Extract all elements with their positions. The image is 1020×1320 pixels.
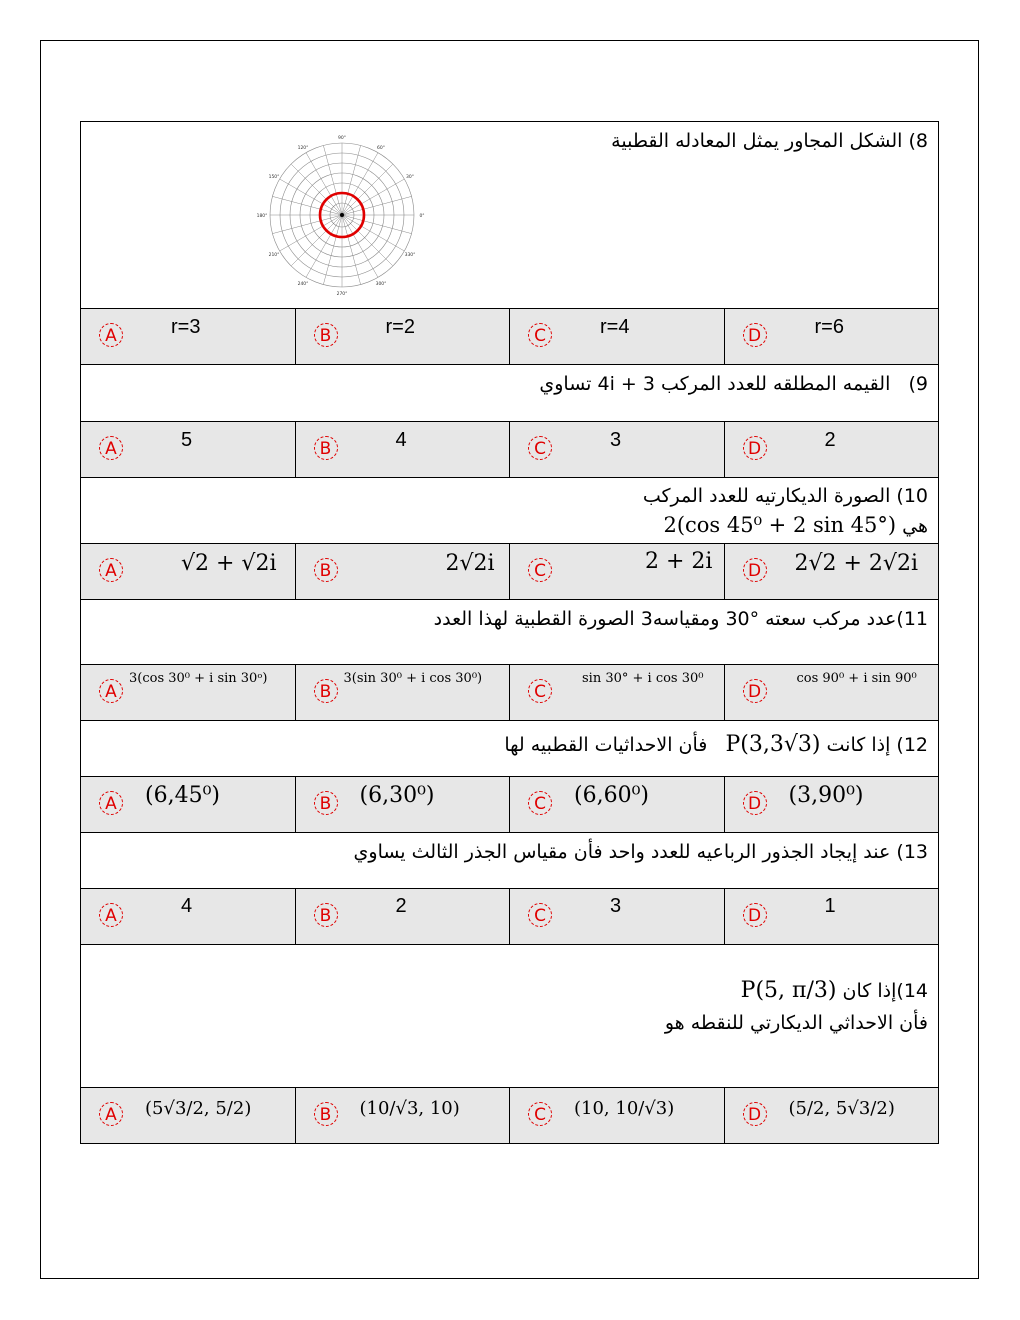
q13-option-c[interactable]: C 3 (510, 889, 725, 945)
q8-option-a[interactable]: A r=3 (81, 309, 296, 365)
q10-option-a[interactable]: A √2 + √2i (81, 544, 296, 600)
question-11-text: 11)عدد مركب سعته °30 ومقياسه3 الصورة القطبية لهذا العدد (433, 608, 928, 630)
q13-option-b[interactable]: B 2 (295, 889, 510, 945)
polar-graph (252, 125, 432, 305)
q14-option-a[interactable]: A (5√3/2, 5/2) (81, 1088, 296, 1144)
question-11 (81, 600, 939, 665)
question-12-point: P(3,3√3) (725, 732, 821, 757)
q14-option-c[interactable]: C (10, 10/√3) (510, 1088, 725, 1144)
svg-text:30°: 30° (406, 175, 414, 180)
svg-text:300°: 300° (375, 282, 387, 287)
q9-option-c[interactable]: C 3 (510, 422, 725, 478)
q14-option-d[interactable]: D (5/2, 5√3/2) (724, 1088, 939, 1144)
question-13 (81, 833, 939, 889)
question-12: 12) إذا كانت P(3,3√3) فأن الاحداثيات القطبيه لها (81, 721, 939, 777)
q13-option-a[interactable]: A 4 (81, 889, 296, 945)
svg-text:150°: 150° (268, 175, 280, 180)
svg-text:90°: 90° (338, 136, 346, 141)
q8-option-b[interactable]: B r=2 (295, 309, 510, 365)
question-8-text: 8) الشكل المجاور يمثل المعادله القطبية (611, 130, 928, 152)
q11-option-c[interactable]: C sin 30° + i cos 30⁰ (510, 665, 725, 721)
q11-option-b[interactable]: B 3(sin 30⁰ + i cos 30⁰) (295, 665, 510, 721)
q11-option-d[interactable]: D cos 90⁰ + i sin 90⁰ (724, 665, 939, 721)
q10-option-c[interactable]: C 2 + 2i (510, 544, 725, 600)
q9-option-a[interactable]: A 5 (81, 422, 296, 478)
question-9-text: القيمه المطلقه للعدد المركب 4i + 3 تساوي (539, 373, 891, 395)
svg-text:0°: 0° (419, 214, 425, 219)
question-14-line2: فأن الاحداثي الديكارتي للنقطه هو (664, 1012, 928, 1034)
q12-option-d[interactable]: D (3,90⁰) (724, 777, 939, 833)
q13-option-d[interactable]: D 1 (724, 889, 939, 945)
svg-text:330°: 330° (404, 253, 416, 258)
q12-option-a[interactable]: A (6,45⁰) (81, 777, 296, 833)
q9-option-d[interactable]: D 2 (724, 422, 939, 478)
question-10: 10) الصورة الديكارتيه للعدد المركب هي 2(cos 45⁰ + 2 sin 45°) (81, 478, 939, 544)
question-14-point: P(5, π/3) (740, 978, 837, 1003)
question-10-line1: 10) الصورة الديكارتيه للعدد المركب (642, 485, 928, 507)
question-8 (81, 122, 939, 309)
svg-text:240°: 240° (297, 282, 309, 287)
q8-option-c[interactable]: C r=4 (510, 309, 725, 365)
q11-option-a[interactable]: A 3(cos 30⁰ + i sin 30ᵒ) (81, 665, 296, 721)
q9-option-b[interactable]: B 4 (295, 422, 510, 478)
q10-option-d[interactable]: D 2√2 + 2√2i (724, 544, 939, 600)
svg-text:270°: 270° (336, 292, 348, 297)
exam-sheet (80, 121, 939, 1144)
q8-option-d[interactable]: D r=6 (724, 309, 939, 365)
question-14: 14)إذا كان P(5, π/3) فأن الاحداثي الديكارتي للنقطه هو (81, 945, 939, 1088)
q12-option-b[interactable]: B (6,30⁰) (295, 777, 510, 833)
question-10-expr: 2(cos 45⁰ + 2 sin 45°) (663, 513, 897, 537)
q10-option-b[interactable]: B 2√2i (295, 544, 510, 600)
svg-text:120°: 120° (297, 146, 309, 151)
question-9: 9) القيمه المطلقه للعدد المركب 4i + 3 تساوي (81, 365, 939, 422)
svg-text:60°: 60° (377, 146, 385, 151)
q12-option-c[interactable]: C (6,60⁰) (510, 777, 725, 833)
q14-option-b[interactable]: B (10/√3, 10) (295, 1088, 510, 1144)
svg-text:180°: 180° (256, 214, 268, 219)
svg-text:210°: 210° (268, 253, 280, 258)
question-13-text: 13) عند إيجاد الجذور الرباعيه للعدد واحد فأن مقياس الجذر الثالث يساوي (353, 841, 928, 863)
